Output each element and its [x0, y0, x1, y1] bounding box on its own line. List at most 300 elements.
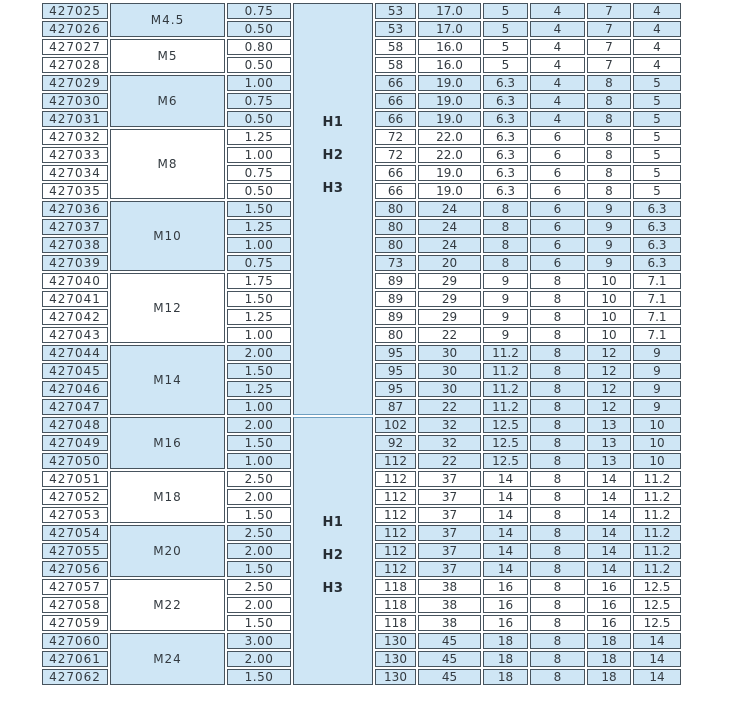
pitch-cell: 1.25 [227, 381, 291, 397]
value-cell: 4 [530, 39, 585, 55]
value-cell: 10 [587, 273, 631, 289]
article-cell: 427058 [42, 597, 108, 613]
value-cell: 14 [587, 489, 631, 505]
value-cell: 14 [483, 525, 528, 541]
h-series-label: H2 [322, 148, 344, 163]
value-cell: 5 [633, 183, 681, 199]
value-cell: 14 [587, 561, 631, 577]
value-cell: 9 [633, 363, 681, 379]
value-cell: 10 [633, 453, 681, 469]
size-cell: M14 [110, 345, 225, 415]
value-cell: 8 [530, 345, 585, 361]
article-cell: 427032 [42, 129, 108, 145]
value-cell: 6 [530, 183, 585, 199]
value-cell: 66 [375, 93, 416, 109]
pitch-cell: 1.50 [227, 507, 291, 523]
pitch-cell: 0.50 [227, 21, 291, 37]
value-cell: 8 [530, 399, 585, 415]
value-cell: 7.1 [633, 309, 681, 325]
value-cell: 24 [418, 201, 481, 217]
value-cell: 112 [375, 507, 416, 523]
value-cell: 4 [633, 3, 681, 19]
article-cell: 427057 [42, 579, 108, 595]
value-cell: 6 [530, 165, 585, 181]
value-cell: 11.2 [633, 471, 681, 487]
pitch-cell: 2.00 [227, 543, 291, 559]
value-cell: 13 [587, 417, 631, 433]
size-cell: M5 [110, 39, 225, 73]
value-cell: 118 [375, 597, 416, 613]
value-cell: 14 [587, 543, 631, 559]
value-cell: 53 [375, 21, 416, 37]
value-cell: 22 [418, 453, 481, 469]
pitch-cell: 1.00 [227, 237, 291, 253]
value-cell: 8 [530, 417, 585, 433]
value-cell: 72 [375, 147, 416, 163]
value-cell: 11.2 [483, 363, 528, 379]
pitch-cell: 1.25 [227, 219, 291, 235]
value-cell: 45 [418, 651, 481, 667]
value-cell: 5 [633, 75, 681, 91]
value-cell: 5 [633, 93, 681, 109]
value-cell: 10 [633, 417, 681, 433]
value-cell: 92 [375, 435, 416, 451]
pitch-cell: 0.80 [227, 39, 291, 55]
value-cell: 9 [633, 399, 681, 415]
value-cell: 13 [587, 435, 631, 451]
value-cell: 4 [530, 75, 585, 91]
value-cell: 89 [375, 309, 416, 325]
value-cell: 17.0 [418, 21, 481, 37]
value-cell: 8 [530, 489, 585, 505]
article-cell: 427061 [42, 651, 108, 667]
value-cell: 8 [530, 525, 585, 541]
value-cell: 7 [587, 39, 631, 55]
article-cell: 427045 [42, 363, 108, 379]
value-cell: 5 [483, 39, 528, 55]
value-cell: 22 [418, 327, 481, 343]
value-cell: 6.3 [483, 111, 528, 127]
value-cell: 14 [483, 507, 528, 523]
value-cell: 24 [418, 219, 481, 235]
value-cell: 8 [587, 93, 631, 109]
value-cell: 8 [530, 579, 585, 595]
value-cell: 89 [375, 291, 416, 307]
size-cell: M24 [110, 633, 225, 685]
pitch-cell: 1.00 [227, 453, 291, 469]
value-cell: 8 [530, 507, 585, 523]
pitch-cell: 1.00 [227, 147, 291, 163]
value-cell: 66 [375, 183, 416, 199]
pitch-cell: 1.50 [227, 291, 291, 307]
value-cell: 8 [587, 183, 631, 199]
value-cell: 19.0 [418, 111, 481, 127]
value-cell: 112 [375, 525, 416, 541]
value-cell: 37 [418, 543, 481, 559]
value-cell: 8 [587, 165, 631, 181]
value-cell: 118 [375, 579, 416, 595]
h-series-cell [293, 417, 373, 685]
value-cell: 87 [375, 399, 416, 415]
value-cell: 19.0 [418, 75, 481, 91]
pitch-cell: 1.50 [227, 615, 291, 631]
value-cell: 9 [587, 201, 631, 217]
value-cell: 112 [375, 489, 416, 505]
value-cell: 9 [483, 291, 528, 307]
value-cell: 4 [530, 21, 585, 37]
value-cell: 22.0 [418, 129, 481, 145]
value-cell: 14 [587, 471, 631, 487]
value-cell: 4 [633, 39, 681, 55]
value-cell: 8 [483, 219, 528, 235]
article-cell: 427049 [42, 435, 108, 451]
value-cell: 6 [530, 201, 585, 217]
value-cell: 5 [633, 129, 681, 145]
value-cell: 38 [418, 597, 481, 613]
article-cell: 427033 [42, 147, 108, 163]
size-cell: M20 [110, 525, 225, 577]
pitch-cell: 0.75 [227, 3, 291, 19]
table-row [42, 417, 681, 433]
value-cell: 130 [375, 669, 416, 685]
value-cell: 16.0 [418, 57, 481, 73]
article-cell: 427025 [42, 3, 108, 19]
article-cell: 427037 [42, 219, 108, 235]
size-cell: M12 [110, 273, 225, 343]
pitch-cell: 2.50 [227, 525, 291, 541]
value-cell: 10 [587, 327, 631, 343]
value-cell: 37 [418, 471, 481, 487]
value-cell: 8 [530, 633, 585, 649]
value-cell: 8 [530, 291, 585, 307]
pitch-cell: 1.00 [227, 399, 291, 415]
pitch-cell: 2.00 [227, 651, 291, 667]
value-cell: 112 [375, 543, 416, 559]
value-cell: 18 [587, 669, 631, 685]
pitch-cell: 0.50 [227, 183, 291, 199]
value-cell: 6 [530, 255, 585, 271]
value-cell: 16 [587, 597, 631, 613]
value-cell: 95 [375, 363, 416, 379]
value-cell: 6 [530, 237, 585, 253]
value-cell: 11.2 [633, 525, 681, 541]
value-cell: 14 [633, 633, 681, 649]
value-cell: 102 [375, 417, 416, 433]
article-cell: 427038 [42, 237, 108, 253]
value-cell: 5 [483, 3, 528, 19]
value-cell: 13 [587, 453, 631, 469]
value-cell: 66 [375, 111, 416, 127]
value-cell: 37 [418, 561, 481, 577]
article-cell: 427026 [42, 21, 108, 37]
value-cell: 7.1 [633, 291, 681, 307]
value-cell: 20 [418, 255, 481, 271]
value-cell: 118 [375, 615, 416, 631]
value-cell: 7.1 [633, 327, 681, 343]
article-cell: 427036 [42, 201, 108, 217]
value-cell: 32 [418, 417, 481, 433]
value-cell: 14 [587, 507, 631, 523]
value-cell: 24 [418, 237, 481, 253]
article-cell: 427043 [42, 327, 108, 343]
pitch-cell: 2.00 [227, 597, 291, 613]
value-cell: 53 [375, 3, 416, 19]
value-cell: 30 [418, 363, 481, 379]
value-cell: 8 [530, 597, 585, 613]
pitch-cell: 1.50 [227, 561, 291, 577]
value-cell: 22.0 [418, 147, 481, 163]
value-cell: 8 [483, 237, 528, 253]
value-cell: 80 [375, 201, 416, 217]
value-cell: 6.3 [483, 165, 528, 181]
value-cell: 9 [587, 237, 631, 253]
article-cell: 427029 [42, 75, 108, 91]
value-cell: 9 [483, 309, 528, 325]
pitch-cell: 0.50 [227, 57, 291, 73]
value-cell: 8 [530, 453, 585, 469]
h-series-cell [293, 3, 373, 415]
article-cell: 427053 [42, 507, 108, 523]
article-cell: 427027 [42, 39, 108, 55]
value-cell: 8 [530, 273, 585, 289]
value-cell: 45 [418, 669, 481, 685]
value-cell: 14 [633, 669, 681, 685]
value-cell: 89 [375, 273, 416, 289]
value-cell: 95 [375, 381, 416, 397]
value-cell: 12.5 [633, 597, 681, 613]
value-cell: 16 [483, 579, 528, 595]
value-cell: 8 [587, 129, 631, 145]
value-cell: 11.2 [633, 543, 681, 559]
size-cell: M6 [110, 75, 225, 127]
value-cell: 16 [587, 615, 631, 631]
value-cell: 8 [530, 327, 585, 343]
value-cell: 4 [530, 111, 585, 127]
size-cell: M16 [110, 417, 225, 469]
value-cell: 6.3 [483, 147, 528, 163]
value-cell: 4 [633, 21, 681, 37]
value-cell: 8 [483, 201, 528, 217]
article-cell: 427054 [42, 525, 108, 541]
value-cell: 37 [418, 489, 481, 505]
article-cell: 427028 [42, 57, 108, 73]
value-cell: 80 [375, 219, 416, 235]
value-cell: 66 [375, 165, 416, 181]
value-cell: 9 [587, 219, 631, 235]
h-series-label: H3 [322, 181, 344, 196]
table-body [42, 3, 681, 685]
value-cell: 37 [418, 507, 481, 523]
pitch-cell: 1.75 [227, 273, 291, 289]
value-cell: 7 [587, 21, 631, 37]
value-cell: 6.3 [633, 219, 681, 235]
value-cell: 6 [530, 219, 585, 235]
pitch-cell: 0.75 [227, 255, 291, 271]
value-cell: 112 [375, 453, 416, 469]
value-cell: 4 [530, 93, 585, 109]
value-cell: 5 [633, 165, 681, 181]
value-cell: 8 [530, 471, 585, 487]
pitch-cell: 2.50 [227, 471, 291, 487]
value-cell: 10 [587, 309, 631, 325]
value-cell: 14 [633, 651, 681, 667]
value-cell: 4 [633, 57, 681, 73]
value-cell: 18 [587, 651, 631, 667]
article-cell: 427062 [42, 669, 108, 685]
h-series-label: H2 [322, 548, 344, 563]
h-series-label: H3 [322, 581, 344, 596]
value-cell: 19.0 [418, 93, 481, 109]
value-cell: 12.5 [483, 417, 528, 433]
value-cell: 8 [530, 309, 585, 325]
value-cell: 18 [587, 633, 631, 649]
value-cell: 5 [483, 21, 528, 37]
article-cell: 427060 [42, 633, 108, 649]
article-cell: 427059 [42, 615, 108, 631]
value-cell: 16 [587, 579, 631, 595]
value-cell: 11.2 [633, 507, 681, 523]
pitch-cell: 3.00 [227, 633, 291, 649]
value-cell: 8 [530, 543, 585, 559]
value-cell: 9 [587, 255, 631, 271]
value-cell: 11.2 [483, 399, 528, 415]
value-cell: 14 [483, 489, 528, 505]
size-cell: M10 [110, 201, 225, 271]
article-cell: 427041 [42, 291, 108, 307]
value-cell: 8 [530, 381, 585, 397]
value-cell: 7.1 [633, 273, 681, 289]
value-cell: 11.2 [633, 489, 681, 505]
value-cell: 29 [418, 273, 481, 289]
value-cell: 9 [483, 327, 528, 343]
value-cell: 12 [587, 399, 631, 415]
pitch-cell: 2.00 [227, 417, 291, 433]
value-cell: 16 [483, 615, 528, 631]
value-cell: 12 [587, 363, 631, 379]
article-cell: 427052 [42, 489, 108, 505]
size-cell: M22 [110, 579, 225, 631]
article-cell: 427035 [42, 183, 108, 199]
value-cell: 80 [375, 237, 416, 253]
value-cell: 8 [530, 561, 585, 577]
h-series-label: H1 [322, 115, 344, 130]
value-cell: 11.2 [633, 561, 681, 577]
value-cell: 6 [530, 129, 585, 145]
value-cell: 10 [633, 435, 681, 451]
table-row [42, 3, 681, 19]
article-cell: 427040 [42, 273, 108, 289]
value-cell: 22 [418, 399, 481, 415]
value-cell: 18 [483, 633, 528, 649]
value-cell: 12 [587, 381, 631, 397]
value-cell: 12.5 [633, 579, 681, 595]
value-cell: 8 [587, 111, 631, 127]
article-cell: 427051 [42, 471, 108, 487]
size-cell: M18 [110, 471, 225, 523]
value-cell: 6 [530, 147, 585, 163]
value-cell: 6.3 [483, 183, 528, 199]
article-cell: 427056 [42, 561, 108, 577]
value-cell: 12 [587, 345, 631, 361]
pitch-cell: 1.25 [227, 129, 291, 145]
article-cell: 427039 [42, 255, 108, 271]
pitch-cell: 2.50 [227, 579, 291, 595]
article-cell: 427031 [42, 111, 108, 127]
h-series-label: H1 [322, 515, 344, 530]
pitch-cell: 2.00 [227, 345, 291, 361]
value-cell: 112 [375, 561, 416, 577]
value-cell: 5 [483, 57, 528, 73]
article-cell: 427046 [42, 381, 108, 397]
pitch-cell: 1.50 [227, 669, 291, 685]
value-cell: 4 [530, 3, 585, 19]
value-cell: 8 [587, 147, 631, 163]
value-cell: 19.0 [418, 183, 481, 199]
article-cell: 427042 [42, 309, 108, 325]
value-cell: 58 [375, 39, 416, 55]
article-cell: 427050 [42, 453, 108, 469]
value-cell: 14 [483, 561, 528, 577]
value-cell: 8 [530, 363, 585, 379]
value-cell: 38 [418, 579, 481, 595]
value-cell: 14 [483, 543, 528, 559]
article-cell: 427044 [42, 345, 108, 361]
value-cell: 112 [375, 471, 416, 487]
value-cell: 7 [587, 3, 631, 19]
value-cell: 8 [530, 669, 585, 685]
value-cell: 7 [587, 57, 631, 73]
value-cell: 9 [483, 273, 528, 289]
value-cell: 6.3 [633, 255, 681, 271]
value-cell: 11.2 [483, 381, 528, 397]
value-cell: 18 [483, 669, 528, 685]
value-cell: 130 [375, 651, 416, 667]
value-cell: 29 [418, 309, 481, 325]
value-cell: 14 [483, 471, 528, 487]
article-cell: 427030 [42, 93, 108, 109]
pitch-cell: 0.50 [227, 111, 291, 127]
value-cell: 130 [375, 633, 416, 649]
article-cell: 427048 [42, 417, 108, 433]
value-cell: 6.3 [633, 237, 681, 253]
value-cell: 32 [418, 435, 481, 451]
value-cell: 66 [375, 75, 416, 91]
value-cell: 8 [530, 651, 585, 667]
value-cell: 6.3 [633, 201, 681, 217]
value-cell: 8 [483, 255, 528, 271]
value-cell: 80 [375, 327, 416, 343]
value-cell: 4 [530, 57, 585, 73]
value-cell: 17.0 [418, 3, 481, 19]
article-cell: 427034 [42, 165, 108, 181]
value-cell: 12.5 [483, 435, 528, 451]
pitch-cell: 0.75 [227, 165, 291, 181]
value-cell: 18 [483, 651, 528, 667]
value-cell: 8 [587, 75, 631, 91]
value-cell: 6.3 [483, 129, 528, 145]
size-cell: M8 [110, 129, 225, 199]
value-cell: 5 [633, 111, 681, 127]
pitch-cell: 1.50 [227, 363, 291, 379]
article-cell: 427047 [42, 399, 108, 415]
pitch-cell: 1.00 [227, 75, 291, 91]
value-cell: 72 [375, 129, 416, 145]
value-cell: 8 [530, 435, 585, 451]
h-series-labels [294, 113, 372, 198]
value-cell: 30 [418, 381, 481, 397]
size-cell: M4.5 [110, 3, 225, 37]
value-cell: 6.3 [483, 93, 528, 109]
